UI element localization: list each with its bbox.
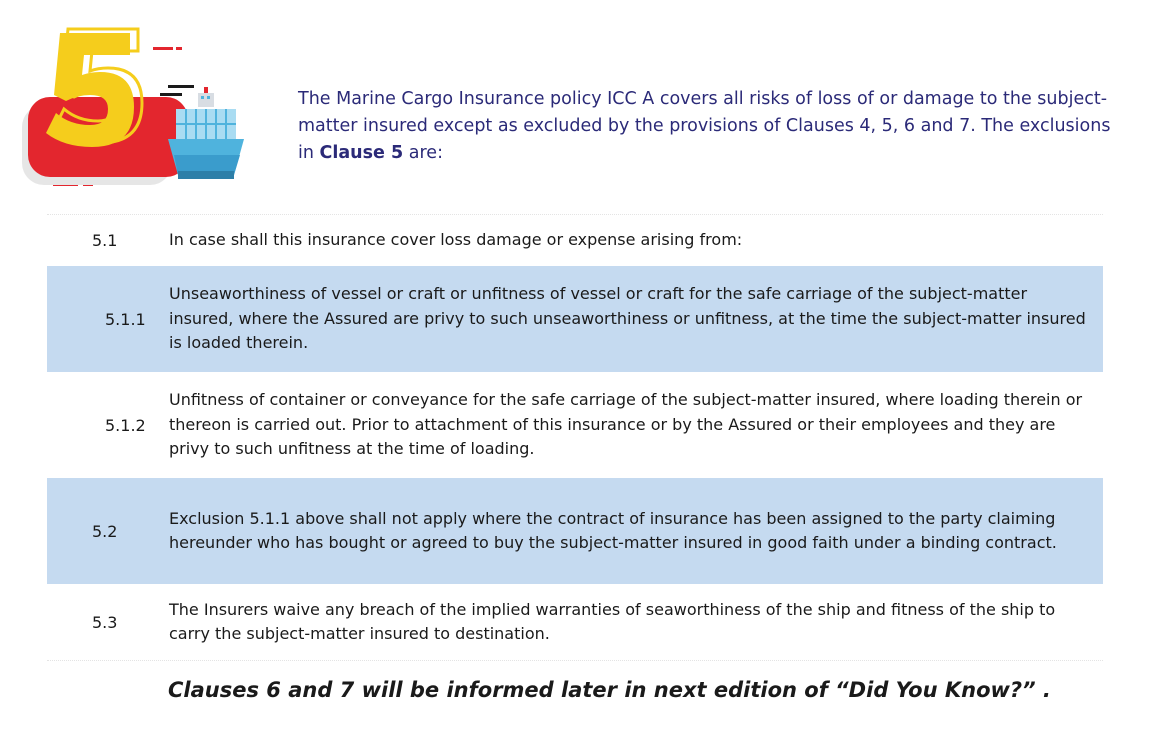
clause-number: 5.1 [92,231,118,250]
clause-row [47,372,1103,478]
intro-paragraph [298,86,1118,167]
clause-row [47,215,1103,266]
clause-row [47,266,1103,372]
clause-table [47,214,1103,661]
clause-number: 5.1.1 [105,309,146,329]
clause-row [47,478,1103,584]
clause-text: Unseaworthiness of vessel or craft or unfitness of vessel or craft for the safe carriage of the subject-matter insured, where the Assured are privy to such unseaworthiness or unfitness, at the time the subject-matter insured is loaded therein. [169,284,1086,353]
clause-5-ship-illustration [18,25,248,195]
footer-note: Clauses 6 and 7 will be informed later in next edition of “Did You Know?” . [168,678,1051,702]
intro-clause-highlight: Clause 5 [319,143,404,163]
clause-row [47,584,1103,661]
clause-text: The Insurers waive any breach of the implied warranties of seaworthiness of the ship and fitness of the ship to carry the subject-matter insured to destination. [169,599,1056,643]
clause-number: 5.3 [92,612,118,632]
clause-number: 5.2 [92,521,118,541]
clause-text: Unfitness of container or conveyance for the safe carriage of the subject-matter insured, where loading therein or thereon is carried out. Prior to attachment of this insurance or by the Assured or their employees and they are privy to such unfitness at the time of loading. [169,390,1083,459]
clause-text: Exclusion 5.1.1 above shall not apply where the contract of insurance has been assigned to the party claiming hereunder who has bought or agreed to buy the subject-matter insured in good faith under a binding contract. [169,508,1057,552]
intro-text: The Marine Cargo Insurance policy ICC A covers all risks of loss of or damage to the subject-matter insured except as excluded by the provisions of Clauses 4, 5, 6 and 7. The exclusions in [298,89,1111,163]
clause-number: 5.1.2 [105,415,146,435]
intro-text-end: are: [403,143,443,163]
clause-text: In case shall this insurance cover loss damage or expense arising from: [169,230,743,250]
